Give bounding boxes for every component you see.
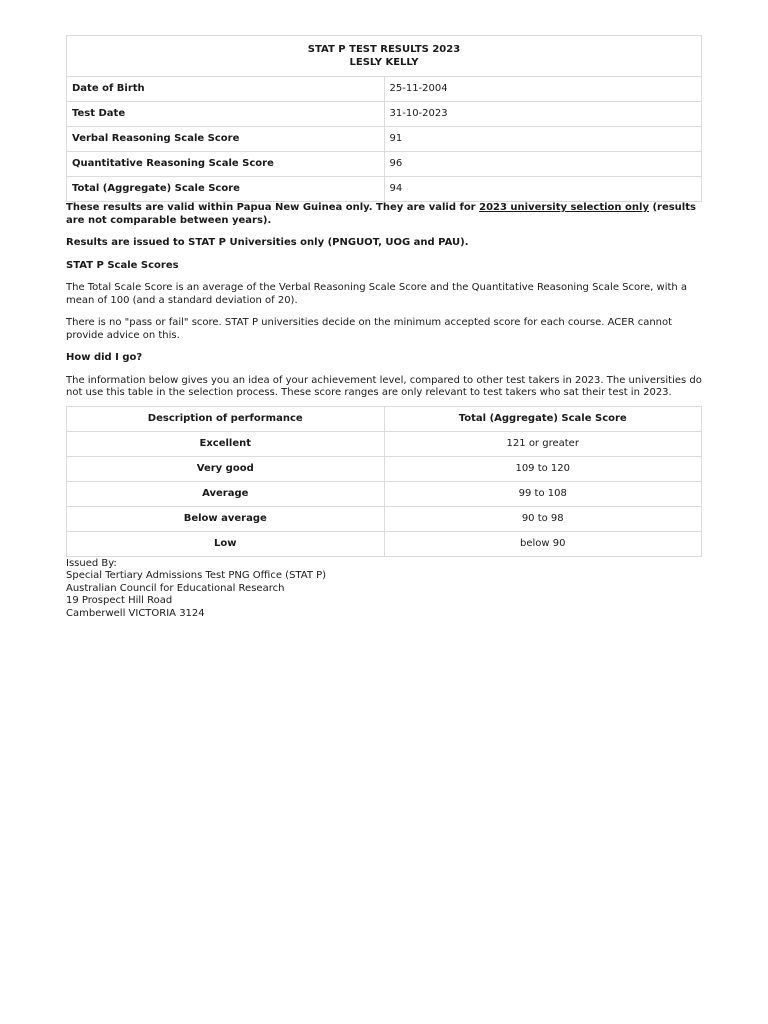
issuer-label: Issued By: [66, 557, 117, 569]
performance-score: below 90 [384, 531, 702, 556]
performance-description: Excellent [67, 431, 385, 456]
results-value: 25-11-2004 [384, 77, 702, 102]
results-label: Quantitative Reasoning Scale Score [67, 152, 385, 177]
how-heading: How did I go? [66, 352, 143, 363]
results-row-quantitative [67, 152, 702, 177]
results-label: Total (Aggregate) Scale Score [67, 177, 385, 202]
results-table [66, 35, 702, 202]
results-label: Verbal Reasoning Scale Score [67, 127, 385, 152]
performance-row [67, 456, 702, 481]
performance-score: 109 to 120 [384, 456, 702, 481]
performance-table [66, 406, 702, 557]
scale-text: The Total Scale Score is an average of the Verbal Reasoning Scale Score and the Quantitative Reasoning Scale Score, with a mean of 100 (and a standard deviation of 20). [66, 282, 688, 306]
results-row-verbal [67, 127, 702, 152]
results-title-cell [67, 36, 702, 77]
notes-section [66, 202, 702, 400]
results-value: 96 [384, 152, 702, 177]
validity-suffix: (results are not comparable between years). [66, 202, 696, 226]
candidate-name: LESLY KELLY [349, 57, 419, 68]
results-label: Date of Birth [67, 77, 385, 102]
performance-row [67, 506, 702, 531]
results-document [66, 35, 702, 620]
performance-row [67, 431, 702, 456]
issuer-line: Special Tertiary Admissions Test PNG Office (STAT P) [66, 570, 327, 581]
performance-header-description: Description of performance [67, 406, 385, 431]
validity-prefix: These results are valid within Papua New Guinea only. They are valid for [66, 202, 480, 213]
results-title: STAT P TEST RESULTS 2023 [307, 44, 461, 55]
performance-score: 99 to 108 [384, 481, 702, 506]
performance-description: Below average [67, 506, 385, 531]
performance-score: 121 or greater [384, 431, 702, 456]
issued-to-note: Results are issued to STAT P Universities only (PNGUOT, UOG and PAU). [66, 237, 469, 248]
validity-note [66, 202, 702, 227]
results-row-test-date [67, 102, 702, 127]
performance-description: Low [67, 531, 385, 556]
performance-row [67, 481, 702, 506]
performance-row [67, 531, 702, 556]
pass-fail-text: There is no "pass or fail" score. STAT P universities decide on the minimum accepted score for each course. ACER cannot provide advice on this. [66, 317, 673, 341]
scale-heading: STAT P Scale Scores [66, 259, 179, 271]
performance-score: 90 to 98 [384, 506, 702, 531]
results-value: 91 [384, 127, 702, 152]
how-text: The information below gives you an idea of your achievement level, compared to other test takers in 2023. The universities do not use this table in the selection process. These score ranges are only relevant to test takers who sat their test in 2023. [66, 374, 702, 398]
results-row-total [67, 177, 702, 202]
validity-underlined: 2023 university selection only [479, 202, 649, 213]
issuer-block [66, 558, 702, 621]
performance-header-row [67, 406, 702, 431]
issuer-line: Camberwell VICTORIA 3124 [66, 607, 205, 619]
performance-description: Average [67, 481, 385, 506]
results-row-date-of-birth [67, 77, 702, 102]
results-title-row [67, 36, 702, 77]
issuer-line: Australian Council for Educational Research [66, 582, 285, 594]
performance-header-score: Total (Aggregate) Scale Score [384, 406, 702, 431]
issuer-line: 19 Prospect Hill Road [66, 595, 173, 606]
results-label: Test Date [67, 102, 385, 127]
results-value: 94 [384, 177, 702, 202]
results-value: 31-10-2023 [384, 102, 702, 127]
performance-description: Very good [67, 456, 385, 481]
